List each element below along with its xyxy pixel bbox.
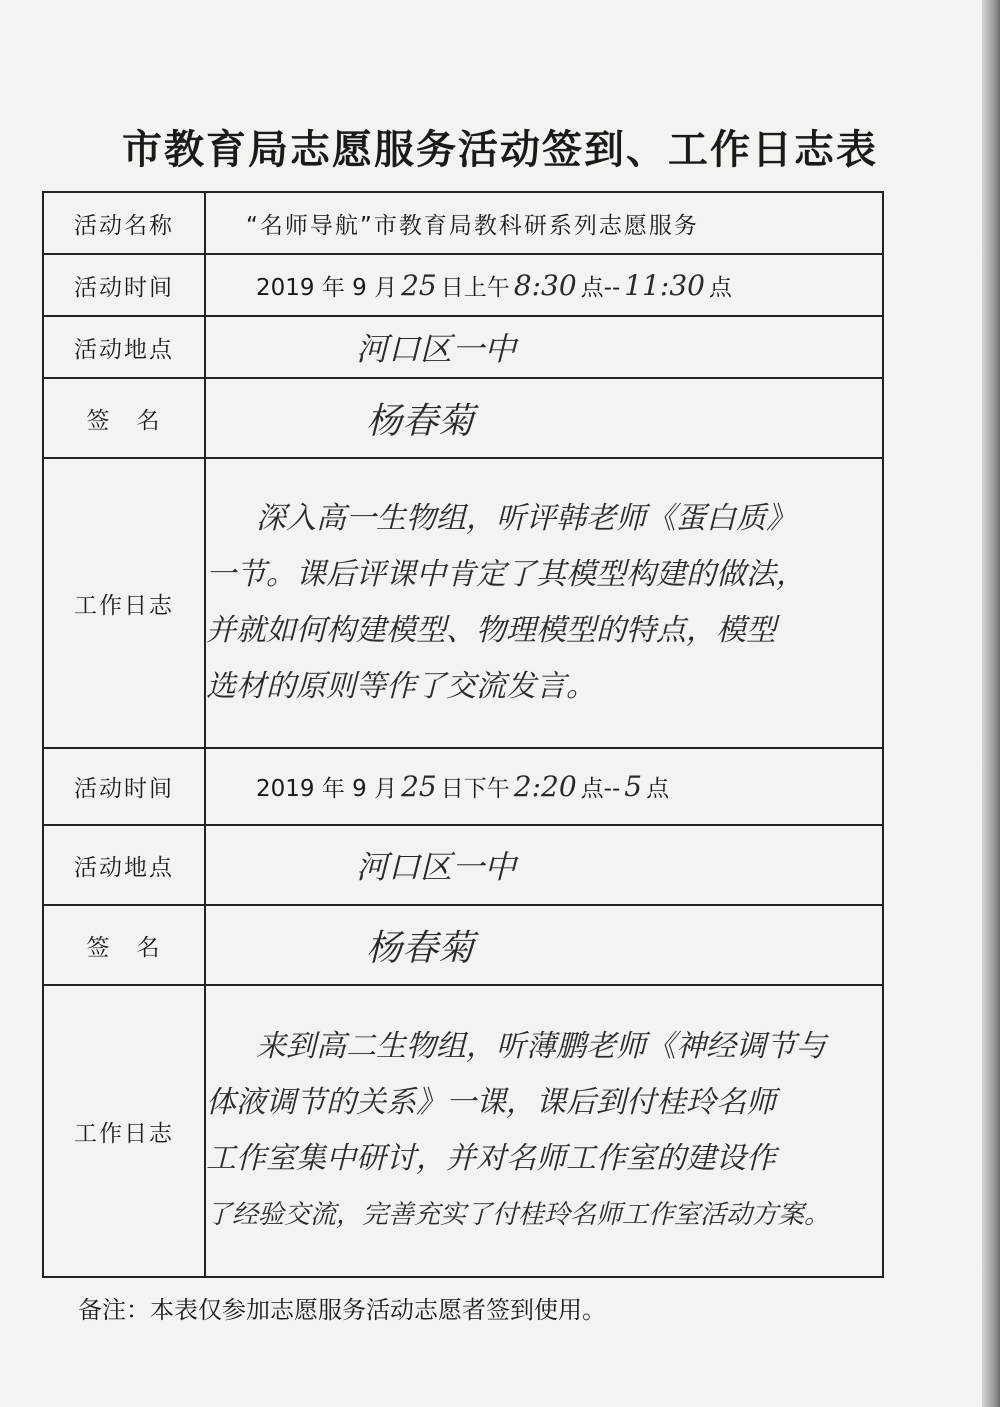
session1-place-cell bbox=[205, 316, 883, 378]
session2-place-hand: 河口区一中 bbox=[356, 848, 517, 886]
session2-day-hand: 25 bbox=[401, 770, 437, 803]
session2-log-line: 体液调节的关系》一课，课后到付桂玲名师 bbox=[206, 1085, 776, 1120]
session1-time-cell bbox=[205, 254, 883, 316]
row-session1-log bbox=[43, 458, 883, 748]
session2-log-line: 工作室集中研讨，并对名师工作室的建设作 bbox=[206, 1141, 776, 1176]
signin-log-table bbox=[42, 191, 884, 1278]
session2-signature-hand: 杨春菊 bbox=[366, 927, 475, 969]
session2-time-cell bbox=[205, 748, 883, 825]
session2-time-mid: 日下午 bbox=[440, 776, 510, 802]
activity-name-value: “名师导航”市教育局教科研系列志愿服务 bbox=[246, 212, 699, 239]
session1-time-mid: 日上午 bbox=[440, 274, 510, 301]
session2-time-dash: 点-- bbox=[580, 776, 621, 802]
label-session2-place: 活动地点 bbox=[43, 825, 205, 905]
session1-signature-cell bbox=[205, 378, 883, 458]
session1-time-prefix: 2019 年 9 月 bbox=[256, 274, 398, 301]
row-session1-time bbox=[43, 254, 883, 316]
session1-day-hand: 25 bbox=[401, 268, 437, 302]
session1-log-line: 一节。课后评课中肯定了其模型构建的做法， bbox=[206, 557, 806, 592]
session1-log-line: 并就如何构建模型、物理模型的特点，模型 bbox=[206, 613, 776, 648]
session1-log-line: 深入高一生物组，听评韩老师《蛋白质》 bbox=[256, 501, 796, 536]
session1-signature-hand: 杨春菊 bbox=[366, 400, 475, 442]
label-session1-signature: 签 名 bbox=[43, 378, 205, 458]
row-session2-time bbox=[43, 748, 883, 825]
row-session2-signature bbox=[43, 905, 883, 985]
session1-log-line: 选材的原则等作了交流发言。 bbox=[206, 669, 596, 704]
row-session2-log bbox=[43, 985, 883, 1277]
session1-place-hand: 河口区一中 bbox=[356, 330, 517, 368]
footnote: 备注：本表仅参加志愿服务活动志愿者签到使用。 bbox=[78, 1296, 606, 1324]
session2-start-hand: 2:20 bbox=[513, 770, 577, 803]
row-session1-place bbox=[43, 316, 883, 378]
session1-end-hand: 11:30 bbox=[624, 268, 705, 302]
label-session2-log: 工作日志 bbox=[43, 985, 205, 1277]
activity-name-cell bbox=[205, 192, 883, 254]
label-session1-log: 工作日志 bbox=[43, 458, 205, 748]
form-title: 市教育局志愿服务活动签到、工作日志表 bbox=[122, 126, 878, 173]
label-session2-time: 活动时间 bbox=[43, 748, 205, 825]
label-session2-signature: 签 名 bbox=[43, 905, 205, 985]
session2-time-prefix: 2019 年 9 月 bbox=[256, 776, 398, 802]
session2-log-line: 来到高二生物组，听薄鹏老师《神经调节与 bbox=[256, 1029, 826, 1064]
row-activity-name bbox=[43, 192, 883, 254]
session1-log-cell bbox=[205, 458, 883, 748]
session1-start-hand: 8:30 bbox=[513, 268, 577, 302]
session2-end-hand: 5 bbox=[624, 770, 643, 803]
session2-log-line: 了经验交流，完善充实了付桂玲名师工作室活动方案。 bbox=[206, 1200, 831, 1230]
session2-time-suffix: 点 bbox=[646, 776, 670, 802]
label-activity-name: 活动名称 bbox=[43, 192, 205, 254]
label-session1-place: 活动地点 bbox=[43, 316, 205, 378]
row-session1-signature bbox=[43, 378, 883, 458]
session2-place-cell bbox=[205, 825, 883, 905]
scan-edge-shadow bbox=[982, 0, 1000, 1407]
session2-signature-cell bbox=[205, 905, 883, 985]
session1-time-dash: 点-- bbox=[580, 274, 621, 301]
session2-log-cell bbox=[205, 985, 883, 1277]
label-session1-time: 活动时间 bbox=[43, 254, 205, 316]
row-session2-place bbox=[43, 825, 883, 905]
session1-time-suffix: 点 bbox=[708, 274, 732, 301]
